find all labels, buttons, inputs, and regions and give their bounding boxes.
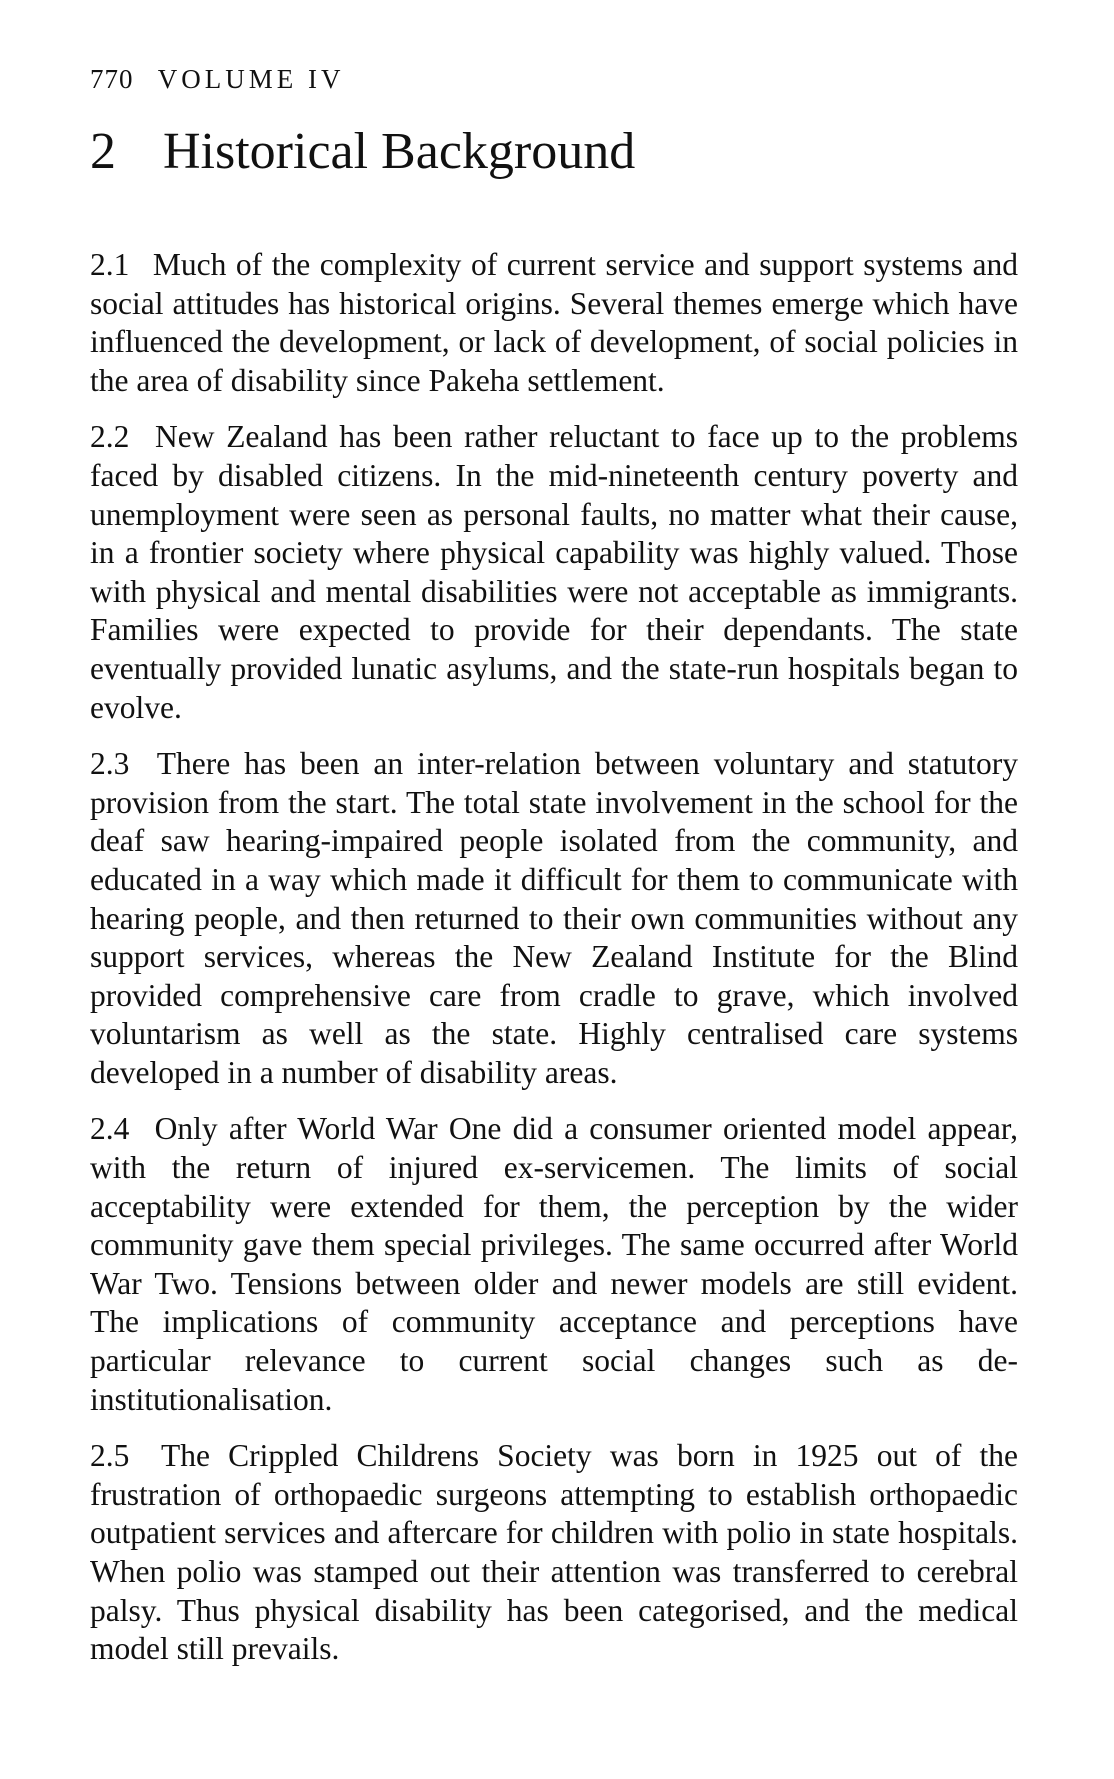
paragraph-number: 2.2 bbox=[90, 419, 130, 455]
paragraph-number: 2.1 bbox=[90, 247, 130, 282]
paragraph-2-3 bbox=[90, 745, 1018, 1092]
paragraph-2-2 bbox=[90, 418, 1018, 727]
paragraph-2-5 bbox=[90, 1437, 1018, 1669]
paragraph-2-1 bbox=[90, 246, 1018, 400]
volume-label: VOLUME IV bbox=[157, 64, 345, 94]
paragraph-number: 2.4 bbox=[90, 1111, 130, 1147]
paragraph-number: 2.3 bbox=[90, 746, 130, 782]
paragraph-2-4 bbox=[90, 1110, 1018, 1419]
paragraph-text: The Crippled Childrens Society was born in 1925 out of the frustration of orthopaedic surgeons attempting to establish orthopaedic outpatient services and aftercare for children with polio in state hospitals. When polio was stamped out their attention was transferred to cerebral palsy. Thus physical disability has been categorised, and the medical model still prevails. bbox=[90, 1438, 1019, 1667]
page-number: 770 bbox=[90, 64, 134, 94]
chapter-number: 2 bbox=[90, 123, 116, 180]
paragraph-text: There has been an inter-relation between voluntary and statutory provision from the start. The total state involvement in the school for the deaf saw hearing-impaired people isolated from the community, and educated in a way which made it difficult for them to communicate with hearing people, and then returned to their own communities without any support services, whereas the New Zealand Institute for the Blind provided comprehensive care from cradle to grave, which involved voluntarism as well as the state. Highly centralised care systems developed in a number of disability areas. bbox=[90, 746, 1018, 1090]
running-head bbox=[90, 62, 1018, 96]
paragraph-text: Much of the complexity of current service and support systems and social attitudes has historical origins. Several themes emerge which have influenced the development, or lack of development, of social policies in the area of disability since Pakeha settlement. bbox=[90, 247, 1018, 398]
chapter-title: Historical Background bbox=[163, 123, 636, 180]
paragraph-text: New Zealand has been rather reluctant to face up to the problems faced by disabled citizens. In the mid-nineteenth century poverty and unemployment were seen as personal faults, no matter what their cause, in a frontier society where physical capability was highly valued. Those with physical and mental disabilities were not acceptable as immigrants. Families were expected to provide for their dependants. The state eventually provided lunatic asylums, and the state-run hospitals began to evolve. bbox=[90, 419, 1019, 725]
paragraph-number: 2.5 bbox=[90, 1438, 130, 1474]
chapter-heading bbox=[90, 122, 1018, 182]
paragraph-text: Only after World War One did a consumer oriented model appear, with the return of injured ex-servicemen. The limits of social acceptability were extended for them, the perception by the wider community gave them special privileges. The same occurred after World War Two. Tensions between older and newer models are still evident. The implications of community acceptance and perceptions have particular relevance to current social changes such as de-institutionalisation. bbox=[90, 1111, 1019, 1417]
